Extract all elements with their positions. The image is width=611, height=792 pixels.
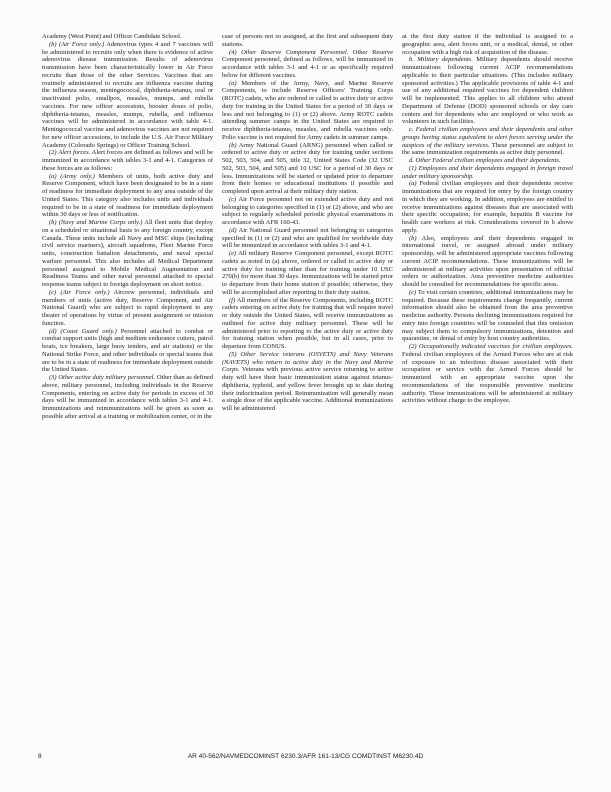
paragraph [222, 196, 393, 227]
paragraph [222, 142, 393, 196]
paragraph [42, 173, 213, 220]
paragraph [402, 157, 573, 165]
footer-citation: AR 40-562/NAVMEDCOMINST 6230.3/AFR 161-13/CG COMDTINST M6230.4D [187, 753, 424, 760]
paragraph [42, 41, 213, 150]
paragraph-text: These personnel are subject to the same immunization requirements as active duty personnel. [402, 141, 573, 157]
paragraph-text: Army National Guard (ARNG) personnel when called or ordered to active duty or active duty for training under sections 502, 503, 504, and 505, title 32, United States Code (32 USC 502, 503, 504, and 505) and 10 USC for a period of 30 days or less. Immunizations will be started or updated prior to departure from their homes or educational institutions if possible and completed upon arrival at their military duty station. [222, 141, 393, 195]
text-column-3 [402, 33, 573, 751]
paragraph [402, 56, 573, 126]
paragraph [222, 297, 393, 351]
paragraph-lead: (5) Other Service veterans (OSVETS) and Navy Veterans (NAVETS) who return to active duty in the Navy and Marine Corps. [222, 350, 393, 374]
paragraph-text: Other Reserve Component personnel, defined as follows, will be immunized in accordance with tables 3-1 and 4-1 or as specifically required below for different vaccines. [222, 48, 393, 79]
page-number: 8 [38, 753, 42, 760]
paragraph-lead: (a) (Army only.) [49, 172, 95, 180]
paragraph-text: Members of the Army, Navy, and Marine Reserve Components, to include Reserve Officers' Training Corps (ROTC) cadets, who are ordered or called to active duty or active duty for training in the United States for a period of 30 days or less and not belonging to (1) or (2) above. Army ROTC cadets attending summer camps in the United States are required to receive diphtheria-tetanus, measles, and rubella vaccines only. Polio vaccine is not required for Army cadets in summer camps. [222, 79, 393, 141]
paragraph [402, 235, 573, 289]
paragraph [402, 126, 573, 157]
paragraph-lead: (e) [229, 250, 237, 257]
paragraph-text: at the first duty station if the individual is assigned to a geographic area, alert forces unit, or a medical, dental, or other occupation with a high risk of acquisition of the disease. [402, 33, 573, 56]
paragraph-text: case of persons not so assigned, at the first and subsequent duty stations. [222, 33, 393, 48]
paragraph-text: Alert forces are defined as follows and will be immunized in accordance with tables 3-1 and 4-1. Categories of these forces are as follows: [42, 149, 213, 172]
paragraph-text: Military dependents should receive immunizations following current ACIP recommendations applicable to their particular situations. (This includes military sponsored activities.) The applicable provisions of table 4-1 and use of any additional required vaccines for dependent children will be implemented. This applies to all children who attend Department of Defense (DOD) sponsored schools or day care centers and for dependents who are employed or who work as volunteers in such facilities. [402, 56, 573, 126]
paragraph-text: Air Force personnel not on extended active duty and not belonging to categories specified in (1) or (2) above, and who are subject to regularly scheduled periodic physical examinations in accordance with AFR 160-43. [222, 195, 393, 226]
paragraph-text: Academy (West Point) and Officer Candidate School. [42, 33, 182, 40]
paragraph [42, 33, 213, 41]
paragraph [42, 328, 213, 375]
paragraph [402, 165, 573, 181]
paragraph [42, 374, 213, 421]
paragraph-lead: c. Federal civilian employees and their dependents and other groups having status equivalent to alert forces serving under the auspices of the military services. [402, 126, 573, 149]
paragraph-lead: (d) [229, 226, 237, 234]
paragraph-text: All members of the Reserve Components, including ROTC cadets entering on active duty for training that will require travel or duty outside the United States, will receive immunizations as outlined for active duty military personnel. These will be administered prior to reporting to the active duty or active duty for training station when possible, but in all cases, prior to departure from CONUS. [222, 296, 393, 350]
paragraph-lead: (b) [229, 141, 237, 149]
paragraph [42, 219, 213, 289]
paragraph-lead: (2) Alert forces. [49, 149, 91, 157]
paragraph-text: Federal civilian employees and their dependents receive immunizations that are required for entry by the foreign country in which they are working. In addition, employees are entitled to receive immunizations against diseases that are associated with their specific occupation; for example, hepatitis B vaccine for health care workers at risk. Considerations covered in b above apply. [402, 180, 573, 234]
paragraph-text: All military Reserve Component personnel, except ROTC cadets as noted in (a) above, ordered or called to active duty or active duty for training other than for training under 10 USC 270(b) for more than 30 days. Immunizations will be started prior to departure from their home station if possible; otherwise, they will be accomplished after reporting to their duty station. [222, 250, 393, 296]
text-column-2 [222, 33, 393, 751]
paragraph-text: Personnel attached to combat or combat support units (high and medium endurance cutters, patrol boats, ice breakers, large buoy tenders, and air stations) or the National Strike Force, and other individuals or special teams that are to be in a state of readiness for immediate deployment outside the United States. [42, 327, 213, 374]
paragraph-text: All fleet units that deploy on a scheduled or situational basis to any foreign country, except Canada. These units include all Navy and MSC ships (including civil service mariners), aircraft squadrons, Fleet Marine Force units, construction battalion detachments, and naval special warfare personnel. This also includes all Medical Department personnel assigned to Mobile Medical Augmentation and Readiness Teams and other naval personnel attached to special response teams subject to foreign deployment on short notice. [42, 219, 213, 288]
paragraph-text: Also, employees and their dependents engaged in international travel, or assigned abroad under military sponsorship, will be administered appropriate vaccines following current ACIP recommendations. These immunizations will be administered at military activities upon presentation of official orders or authorization. Area preventive medicine authorities should be consulted for recommendations for specific areas. [402, 234, 573, 288]
paragraph-lead: (4) Other Reserve Component Personnel. [229, 48, 349, 56]
paragraph [402, 343, 573, 405]
text-column-1 [42, 33, 213, 751]
paragraph-lead: (c) [229, 195, 237, 203]
paragraph-text: Air National Guard personnel not belonging to categories specified in (1) or (2) and who are qualified for worldwide duty will be immunized in accordance with tables 3-1 and 4-1. [222, 226, 393, 250]
paragraph-lead: (a) [409, 180, 417, 188]
paragraph-text: Federal civilian employees of the Armed Forces who are at risk of exposure to an infectious disease associated with their occupation or service with the Armed Forces should be immunized with an appropriate vaccine upon the recommendations of the responsible preventive medicine authority. These immunizations will be administered at military activities without charge to the employee. [402, 350, 573, 405]
paragraph-text: Veterans with previous active service returning to active duty will have their basic immunization status against tetanus-diphtheria, typhoid, and yellow fever brought up to date during their indoctrination period. Reimmunization will generally mean a single dose of the applicable vaccine. Additional immunizations will be administered [222, 366, 393, 412]
paragraph [222, 80, 393, 142]
paragraph [402, 180, 573, 234]
paragraph-text: Members of units, both active duty and Reserve Component, which have been designated to be in a state of readiness for immediate deployment to any area outside of the United States. This category also includes units and individuals required to be in a state of readiness for immediate deployment within 30 days or less of notification. [42, 172, 213, 219]
paragraph [222, 250, 393, 297]
paragraph [402, 33, 573, 56]
paragraph-lead: (b) (Air Force only.) [49, 40, 105, 48]
paragraph-lead: b. Military dependents. [409, 56, 473, 64]
paragraph-lead: (a) [229, 79, 237, 87]
paragraph-lead: (1) Employees and their dependents engaged in foreign travel under military sponsorship. [402, 164, 573, 180]
paragraph [42, 149, 213, 172]
paragraph-lead: d. Other Federal civilian employees and their dependents. [409, 157, 561, 164]
page-footer [38, 753, 573, 763]
paragraph-text: To visit certain countries, additional immunizations may be required. Because these requirements change frequently, current information should also be obtained from the area preventive medicine authority. Persons declining immunizations required for entry into foreign countries will be counseled that this omission may subject them to compulsory immunizations, detention and quarantine, or denial of entry by host country authorities. [402, 288, 573, 343]
paragraph-lead: (3) Other active duty military personnel. [49, 374, 156, 381]
text-columns [42, 33, 573, 751]
paragraph-lead: (f) [229, 296, 236, 304]
paragraph-lead: (2) Occupationally indicated vaccines for civilian employees. [409, 343, 573, 350]
paragraph [402, 289, 573, 343]
paragraph [222, 351, 393, 413]
paragraph-text: Other than as defined above, military personnel, including individuals in the Reserve Components, entering on active duty for periods in excess of 30 days will be immunized in accordance with tables 3-1 and 4-1. Immunizations and reimmunizations will be given as soon as possible after arrival at a training or mobilization center, or in the [42, 374, 213, 420]
paragraph-lead: (d) (Coast Guard only.) [49, 327, 117, 335]
paragraph-text: Aircrew personnel, individuals and members of units (active duty, Reserve Component, and Air National Guard) who are subject to rapid deployment to any theater of operations by virtue of present assignment or mission function. [42, 288, 213, 327]
paragraph [42, 289, 213, 328]
paragraph [222, 227, 393, 250]
paragraph-text: Adenovirus types 4 and 7 vaccines will be administered to recruits only when there is evidence of active adenovirus disease transmission. Results of adenovirus transmission have been characteristically lower in Air Force recruits than those of the other Services. Vaccines that are routinely administered to recruits are influenza vaccine during the influenza season, meningococcal, diphtheria-tetanus, oral or inactivated polio, smallpox, measles, mumps, and rubella vaccines. For new officer accessions, booster doses of polio, diphtheria-tetanus, measles, mumps, rubella, and influenza vaccines will be administered in accordance with table 4-1. Meningococcal vaccine and adenovirus vaccines are not required for new officer accessions, to include the U.S. Air Force Military Academy (Colorado Springs) or Officer Training School. [42, 40, 213, 149]
paragraph [222, 49, 393, 80]
paragraph [222, 33, 393, 49]
paragraph-lead: (b) [409, 234, 417, 242]
paragraph-lead: (b) (Navy and Marine Corps only.) [49, 219, 143, 226]
paragraph-lead: (c) [409, 288, 417, 296]
paragraph-lead: (c) (Air Force only.) [49, 288, 110, 296]
